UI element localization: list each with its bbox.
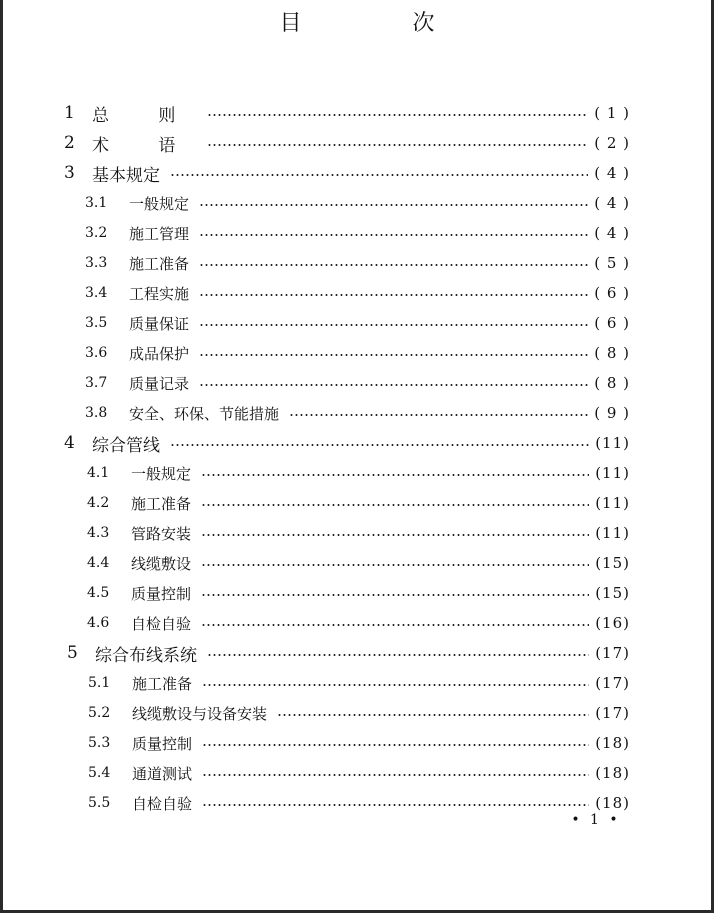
toc-page: (17) <box>595 704 630 722</box>
toc-number: 5.3 <box>88 735 111 751</box>
toc-entry-5[interactable] <box>67 638 630 668</box>
leader-dots <box>202 774 589 776</box>
toc-entry-4-4[interactable] <box>87 548 630 578</box>
toc-number: 4.3 <box>87 525 110 541</box>
toc-entry-4-6[interactable] <box>87 608 630 638</box>
toc-entry-3-4[interactable] <box>85 278 630 308</box>
toc-page: (11) <box>595 434 630 452</box>
leader-dots <box>289 414 588 416</box>
toc-number: 5.1 <box>88 675 111 691</box>
leader-dots <box>199 264 588 266</box>
toc-page: ( 6 ) <box>594 284 630 302</box>
toc-page: ( 9 ) <box>594 404 630 422</box>
toc-title: 一般规定 <box>131 464 192 483</box>
toc-entry-4-2[interactable] <box>87 488 630 518</box>
toc-title: 自检自验 <box>132 794 193 813</box>
leader-dots <box>201 624 589 626</box>
toc-number: 3.8 <box>85 405 108 421</box>
toc-number: 3.5 <box>85 315 108 331</box>
toc-number: 3.3 <box>85 255 108 271</box>
toc-page: (15) <box>595 554 630 572</box>
toc-number: 4.2 <box>87 495 110 511</box>
toc-title: 自检自验 <box>131 614 192 633</box>
toc-title: 术 语 <box>92 135 198 156</box>
page-number: • 1 • <box>571 812 621 828</box>
toc-page: (18) <box>595 734 630 752</box>
toc-title: 线缆敷设 <box>131 554 192 573</box>
toc-page: ( 8 ) <box>594 374 630 392</box>
toc-entry-3-3[interactable] <box>85 248 630 278</box>
toc-number: 3.6 <box>85 345 108 361</box>
toc-entry-3-7[interactable] <box>85 368 630 398</box>
toc-entry-5-2[interactable] <box>88 698 630 728</box>
toc-number: 2 <box>64 133 75 153</box>
leader-dots <box>170 174 588 176</box>
toc-title: 综合管线 <box>92 435 160 456</box>
toc-entry-3-6[interactable] <box>85 338 630 368</box>
leader-dots <box>199 294 588 296</box>
toc-entry-5-3[interactable] <box>88 728 630 758</box>
toc-title: 施工准备 <box>132 674 193 693</box>
toc-entry-5-4[interactable] <box>88 758 630 788</box>
toc-number: 4.1 <box>87 465 110 481</box>
toc-entry-2[interactable] <box>64 128 630 158</box>
toc-entry-4[interactable] <box>64 428 630 458</box>
leader-dots <box>201 534 589 536</box>
toc-page: (17) <box>595 674 630 692</box>
toc-page: (17) <box>595 644 630 662</box>
toc-title: 线缆敷设与设备安装 <box>132 704 268 723</box>
toc-title: 成品保护 <box>129 344 190 363</box>
toc-page: (18) <box>595 764 630 782</box>
leader-dots <box>207 114 588 116</box>
toc-title: 工程实施 <box>129 284 190 303</box>
toc-title: 管路安装 <box>131 524 192 543</box>
toc-page: ( 8 ) <box>594 344 630 362</box>
toc-page: (11) <box>595 464 630 482</box>
leader-dots <box>201 564 589 566</box>
leader-dots <box>199 234 588 236</box>
toc-title: 基本规定 <box>92 165 160 186</box>
toc-title: 总 则 <box>92 105 198 126</box>
toc-number: 4.5 <box>87 585 110 601</box>
toc-number: 3.4 <box>85 285 108 301</box>
leader-dots <box>199 324 588 326</box>
leader-dots <box>201 474 589 476</box>
toc-title: 质量记录 <box>129 374 190 393</box>
toc-entry-3-2[interactable] <box>85 218 630 248</box>
toc-number: 5.5 <box>88 795 111 811</box>
toc-entry-3-8[interactable] <box>85 398 630 428</box>
toc-number: 5 <box>67 643 78 663</box>
toc-page: ( 6 ) <box>594 314 630 332</box>
toc-number: 3.1 <box>85 195 108 211</box>
leader-dots <box>202 684 589 686</box>
toc-title: 施工管理 <box>129 224 190 243</box>
toc-page: ( 4 ) <box>594 194 630 212</box>
page-border-left <box>0 0 3 913</box>
leader-dots <box>207 144 588 146</box>
leader-dots <box>170 444 589 446</box>
toc-entry-4-1[interactable] <box>87 458 630 488</box>
toc-entry-1[interactable] <box>64 98 630 128</box>
toc-page: ( 1 ) <box>594 104 630 122</box>
toc-title: 施工准备 <box>129 254 190 273</box>
toc-page: ( 5 ) <box>594 254 630 272</box>
toc-number: 3.2 <box>85 225 108 241</box>
toc-entry-4-5[interactable] <box>87 578 630 608</box>
toc-title: 通道测试 <box>132 764 193 783</box>
toc-title: 综合布线系统 <box>95 645 197 666</box>
leader-dots <box>202 744 589 746</box>
toc-page: (11) <box>595 494 630 512</box>
toc-number: 3.7 <box>85 375 108 391</box>
toc-entry-5-5[interactable] <box>88 788 630 818</box>
toc-page: ( 4 ) <box>594 224 630 242</box>
leader-dots <box>199 354 588 356</box>
toc-number: 4 <box>64 433 75 453</box>
toc-title: 一般规定 <box>129 194 190 213</box>
toc-page: (18) <box>595 794 630 812</box>
leader-dots <box>199 204 588 206</box>
toc-entry-3-5[interactable] <box>85 308 630 338</box>
toc-title: 质量保证 <box>129 314 190 333</box>
toc-entry-3-1[interactable] <box>85 188 630 218</box>
leader-dots <box>199 384 588 386</box>
toc-title: 安全、环保、节能措施 <box>129 404 280 423</box>
toc-title: 质量控制 <box>131 584 192 603</box>
toc-title: 施工准备 <box>131 494 192 513</box>
toc-number: 5.2 <box>88 705 111 721</box>
toc-page: ( 2 ) <box>594 134 630 152</box>
leader-dots <box>207 654 589 656</box>
toc-number: 4.4 <box>87 555 110 571</box>
toc-title: 质量控制 <box>132 734 193 753</box>
page-title: 目 次 <box>279 11 487 36</box>
leader-dots <box>201 594 589 596</box>
toc-page: ( 4 ) <box>594 164 630 182</box>
toc-entry-5-1[interactable] <box>88 668 630 698</box>
toc-entry-4-3[interactable] <box>87 518 630 548</box>
toc-number: 4.6 <box>87 615 110 631</box>
toc-page: (11) <box>595 524 630 542</box>
toc-number: 1 <box>64 103 75 123</box>
leader-dots <box>277 714 589 716</box>
toc-page: (15) <box>595 584 630 602</box>
leader-dots <box>201 504 589 506</box>
toc-entry-3[interactable] <box>64 158 630 188</box>
leader-dots <box>202 804 589 806</box>
toc-number: 3 <box>64 163 75 183</box>
toc-page: (16) <box>595 614 630 632</box>
toc-number: 5.4 <box>88 765 111 781</box>
